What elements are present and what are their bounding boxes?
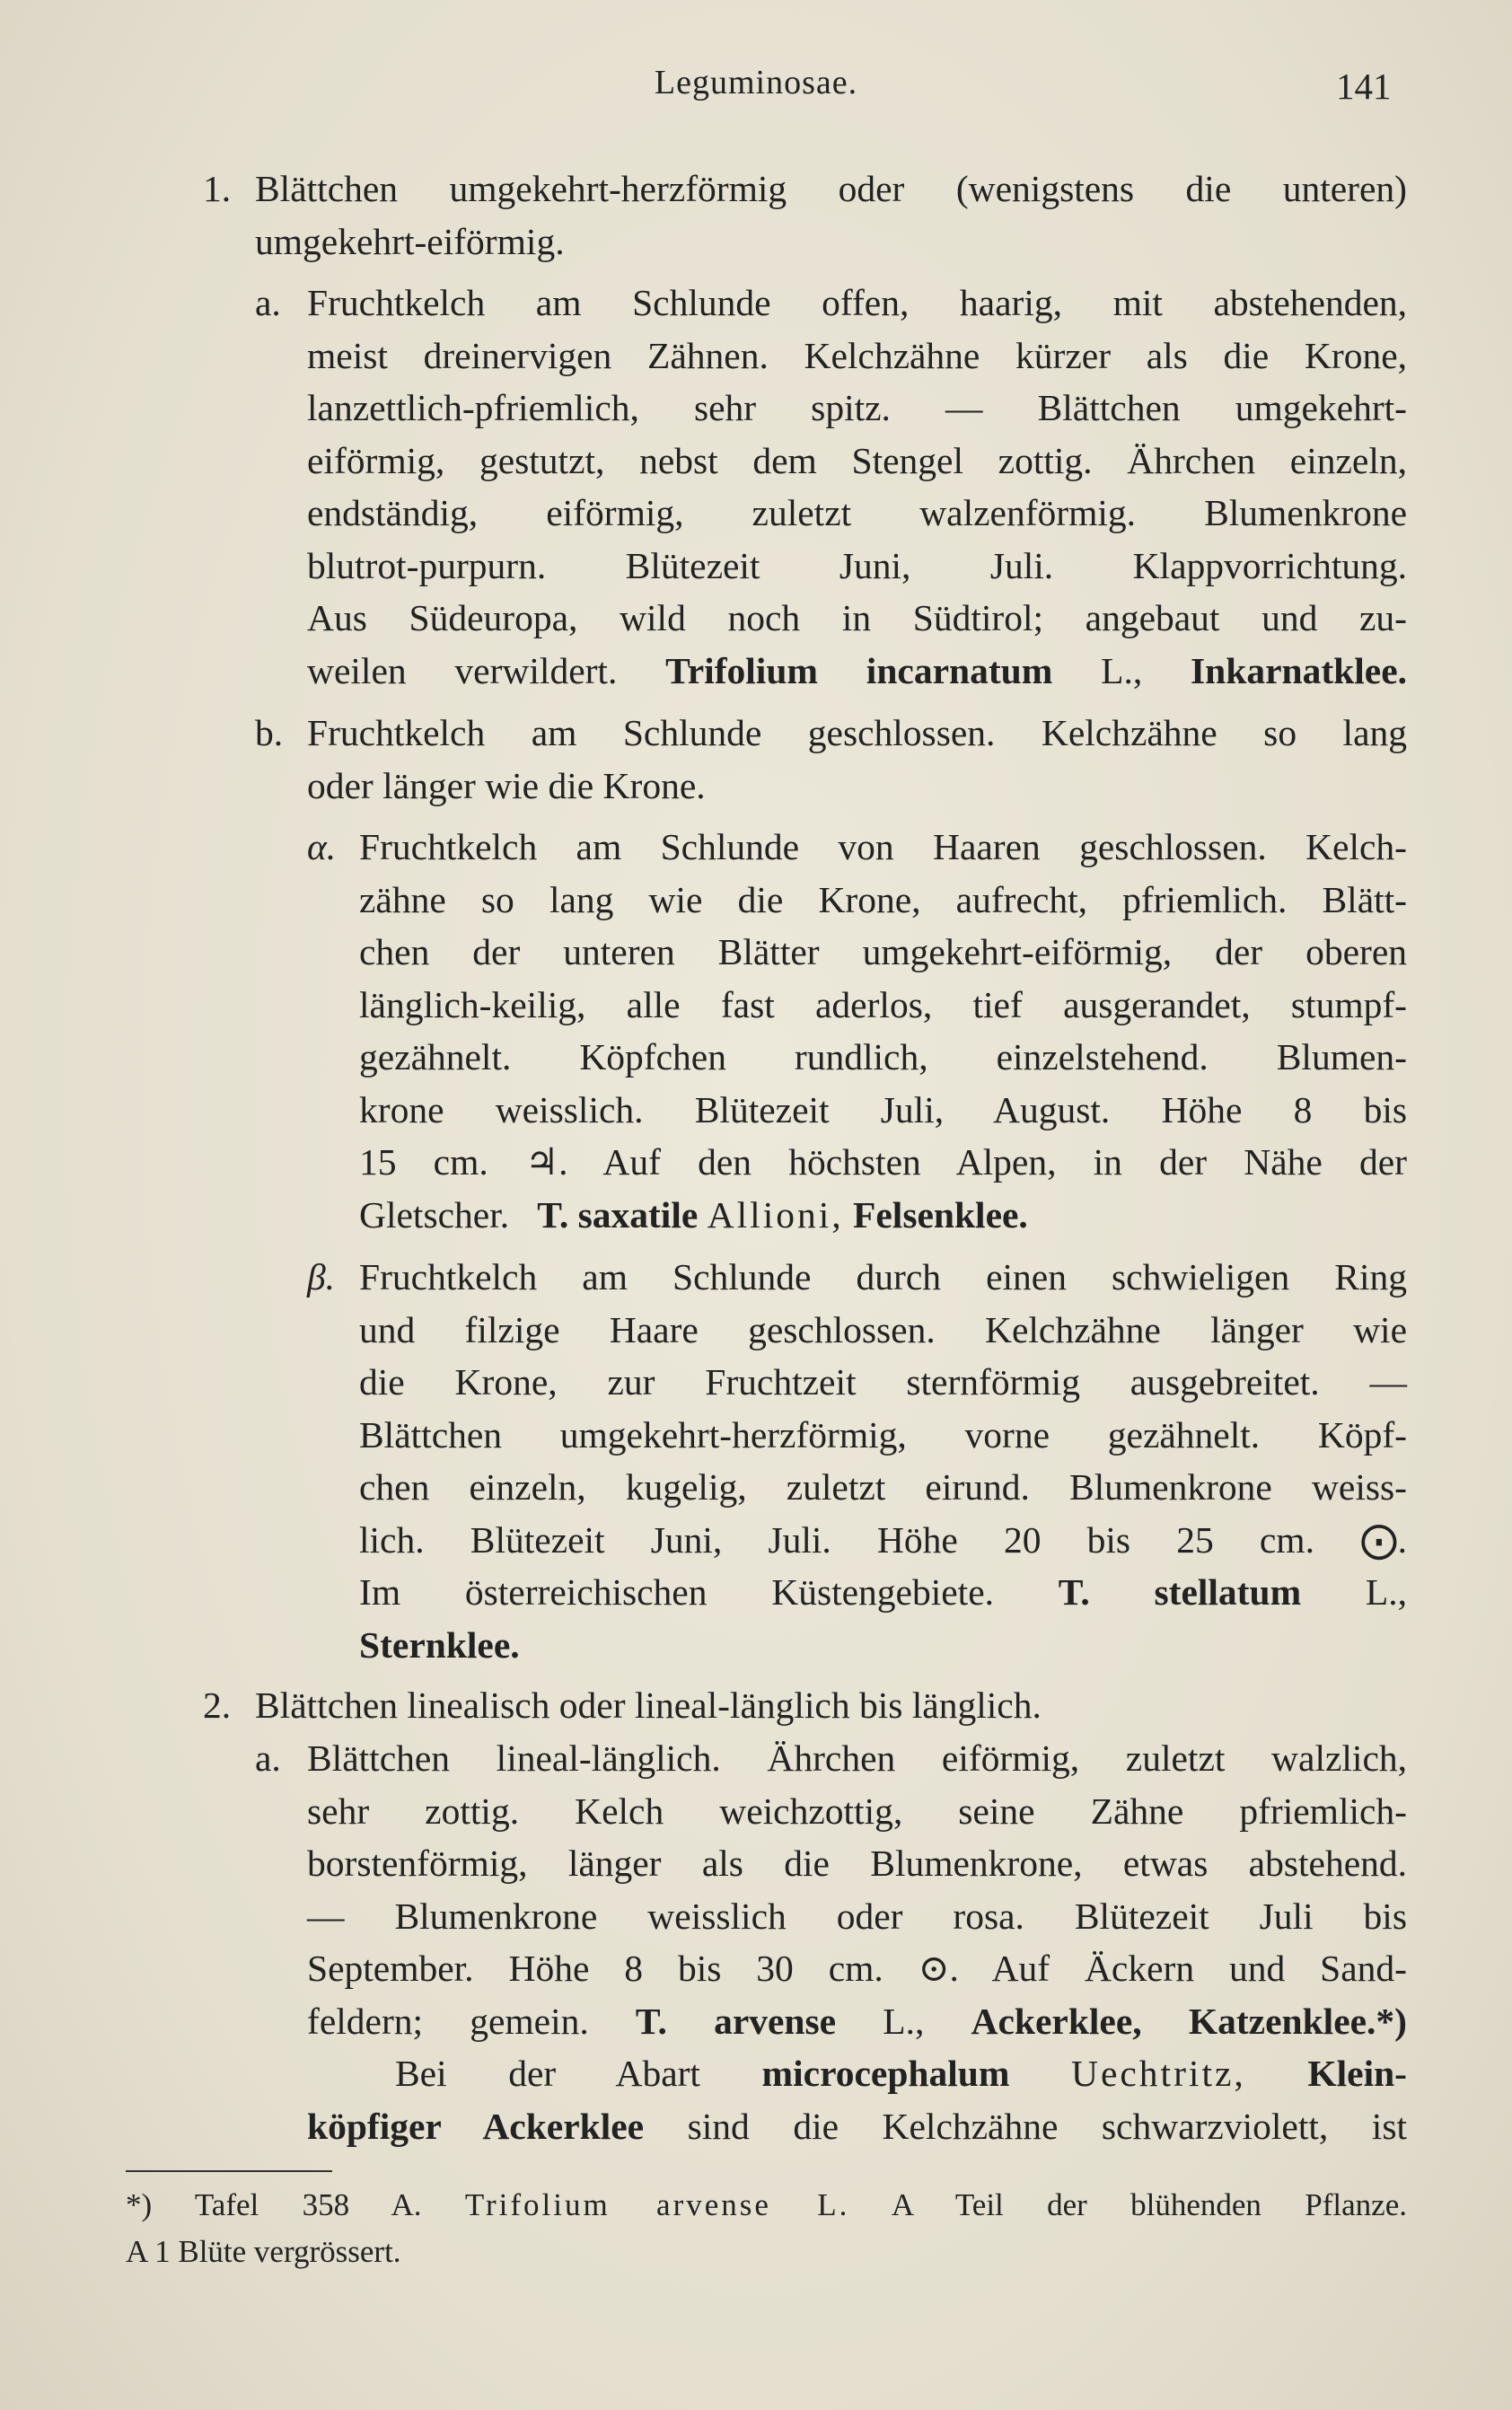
species-name: T. arvense xyxy=(635,2000,837,2042)
text-line: gezähnelt. Köpfchen rundlich, einzelstehend. Blumen- xyxy=(359,1036,1407,1077)
section-2a-text xyxy=(307,1732,1407,2047)
text-line: Fruchtkelch am Schlunde von Haaren geschlossen. Kelch- xyxy=(359,826,1407,867)
section-2-text xyxy=(255,1679,1407,1732)
species-name: T. stellatum xyxy=(1058,1571,1302,1613)
section-1b-text xyxy=(307,707,1407,812)
text-line: Fruchtkelch am Schlunde geschlossen. Kelchzähne so lang xyxy=(307,712,1407,753)
text-line xyxy=(307,2047,1407,2100)
section-label: b. xyxy=(255,712,284,753)
text-line: chen der unteren Blätter umgekehrt-eiförmig, der oberen xyxy=(359,931,1407,972)
section-alpha-text xyxy=(359,821,1407,1241)
text-line xyxy=(307,1995,1407,2048)
text-line: Blättchen linealisch oder lineal-länglich bis länglich. xyxy=(255,1684,1042,1726)
text-line xyxy=(359,1189,1407,1242)
section-label: β. xyxy=(307,1256,336,1297)
text-line xyxy=(307,645,1407,698)
running-header-title: Leguminosae. xyxy=(654,64,858,101)
text-line: Blättchen umgekehrt-herzförmig, vorne gezähnelt. Köpf- xyxy=(359,1413,1407,1456)
plain-text: Gletscher. xyxy=(359,1193,510,1236)
variety-name: microcephalum xyxy=(761,2053,1010,2094)
common-name: Felsenklee. xyxy=(853,1193,1028,1236)
author-name: Allioni, xyxy=(707,1193,844,1236)
text-line: sehr zottig. Kelch weichzottig, seine Zähne pfriemlich- xyxy=(307,1790,1407,1832)
common-name: Ackerklee, Katzenklee.*) xyxy=(971,2000,1407,2042)
footnote xyxy=(126,2182,1407,2275)
common-name: köpfiger Ackerklee xyxy=(307,2105,645,2147)
text-line: September. Höhe 8 bis 30 cm. ⊙. Auf Äckern und Sand- xyxy=(307,1948,1407,1989)
variety-paragraph xyxy=(307,2047,1407,2152)
text-line: die Krone, zur Fruchtzeit sternförmig ausgebreitet. — xyxy=(359,1361,1407,1403)
section-label: 2. xyxy=(203,1684,232,1726)
section-1a-text xyxy=(307,277,1407,697)
text-line: borstenförmig, länger als die Blumenkrone, etwas abstehend. xyxy=(307,1843,1407,1884)
text-line: Blättchen lineal-länglich. Ährchen eiförmig, zuletzt walzlich, xyxy=(307,1737,1407,1779)
common-name: Klein- xyxy=(1307,2053,1408,2094)
text-line xyxy=(359,1566,1407,1619)
footnote-line: A 1 Blüte vergrössert. xyxy=(126,2234,401,2269)
text-line: meist dreinervigen Zähnen. Kelchzähne kürzer als die Krone, xyxy=(307,334,1407,376)
text-line: Fruchtkelch am Schlunde durch einen schwieligen Ring xyxy=(359,1256,1407,1297)
section-label: α. xyxy=(307,826,337,867)
text-line: endständig, eiförmig, zuletzt walzenförmig. Blumenkrone xyxy=(307,492,1407,533)
text-line: krone weisslich. Blütezeit Juli, August. Höhe 8 bis xyxy=(359,1088,1407,1130)
author-name: Uechtritz, xyxy=(1071,2053,1246,2094)
section-beta-text xyxy=(359,1251,1407,1671)
page-number: 141 xyxy=(1336,66,1392,107)
text-line: Blättchen umgekehrt-herzförmig oder (wenigstens die unteren) xyxy=(255,168,1407,209)
text-line: zähne so lang wie die Krone, aufrecht, pfriemlich. Blätt- xyxy=(359,878,1407,920)
text-line: länglich-keilig, alle fast aderlos, tief ausgerandet, stumpf- xyxy=(359,983,1407,1025)
text-line: 15 cm. ♃. Auf den höchsten Alpen, in der Nähe der xyxy=(359,1141,1407,1183)
text-line: umgekehrt-eiförmig. xyxy=(255,220,565,262)
species-name: T. saxatile xyxy=(537,1193,699,1236)
text-line: — Blumenkrone weisslich oder rosa. Blütezeit Juli bis xyxy=(307,1895,1407,1937)
text-line: und filzige Haare geschlossen. Kelchzähne länger wie xyxy=(359,1308,1407,1350)
text-line: oder länger wie die Krone. xyxy=(307,764,706,806)
plain-text: weilen verwildert. xyxy=(307,649,618,691)
text-line: chen einzeln, kugelig, zuletzt eirund. Blumenkrone weiss- xyxy=(359,1466,1407,1508)
text-line: eiförmig, gestutzt, nebst dem Stengel zottig. Ährchen einzeln, xyxy=(307,439,1407,481)
text-line: lanzettlich-pfriemlich, sehr spitz. — Blättchen umgekehrt- xyxy=(307,387,1407,428)
species-name: Trifolium incarnatum xyxy=(665,649,1053,691)
text-line xyxy=(307,2100,1407,2153)
section-1-text xyxy=(255,163,1407,268)
section-label: 1. xyxy=(203,168,232,209)
author-name: L., xyxy=(1101,649,1143,691)
footnote-species: Trifolium arvense L. xyxy=(464,2187,850,2222)
plain-text: Bei der Abart xyxy=(395,2053,700,2094)
section-label: a. xyxy=(255,282,281,323)
footnote-marker: *) Tafel 358 A. xyxy=(126,2187,422,2222)
footnote-text: A Teil der blühenden Pflanze. xyxy=(891,2187,1407,2222)
plain-text: sind die Kelchzähne schwarzviolett, ist xyxy=(687,2105,1408,2147)
author-name: L., xyxy=(1365,1571,1408,1613)
author-name: L., xyxy=(883,2000,925,2042)
common-name: Sternklee. xyxy=(359,1623,520,1666)
section-label: a. xyxy=(255,1737,281,1779)
plain-text: feldern; gemein. xyxy=(307,2000,589,2042)
text-line: blutrot-purpurn. Blütezeit Juni, Juli. Klappvorrichtung. xyxy=(307,544,1407,586)
text-line: Fruchtkelch am Schlunde offen, haarig, mit abstehenden, xyxy=(307,282,1407,323)
text-line: Aus Südeuropa, wild noch in Südtirol; angebaut und zu- xyxy=(307,597,1407,638)
text-line: lich. Blütezeit Juni, Juli. Höhe 20 bis 25 cm. ⨀. xyxy=(359,1518,1407,1561)
footnote-rule xyxy=(126,2170,332,2172)
footnote-line xyxy=(126,2182,1407,2229)
plain-text: Im österreichischen Küstengebiete. xyxy=(359,1571,994,1613)
common-name: Inkarnatklee. xyxy=(1191,649,1407,691)
